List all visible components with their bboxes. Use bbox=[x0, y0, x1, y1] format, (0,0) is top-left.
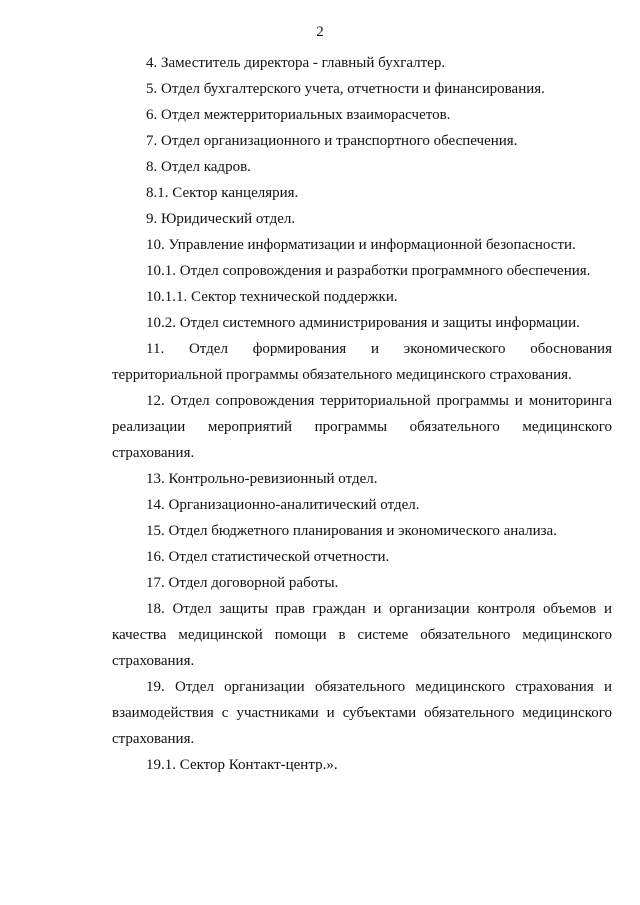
list-item: 8. Отдел кадров. bbox=[146, 159, 251, 175]
list-item: 8.1. Сектор канцелярия. bbox=[146, 185, 299, 201]
page-number: 2 bbox=[316, 24, 324, 40]
list-item: 12. Отдел сопровождения территориальной программы и мониторинга реализации мероприятий программы обязательного медицинского страхования. bbox=[112, 393, 612, 461]
list-item: 17. Отдел договорной работы. bbox=[146, 575, 339, 591]
list-item: 4. Заместитель директора - главный бухгалтер. bbox=[146, 55, 446, 71]
list-item: 19. Отдел организации обязательного медицинского страхования и взаимодействия с участниками и субъектами обязательного медицинского страхования. bbox=[112, 679, 612, 747]
list-item: 10.1.1. Сектор технической поддержки. bbox=[146, 289, 398, 305]
list-item: 19.1. Сектор Контакт-центр.». bbox=[146, 757, 338, 773]
list-item: 9. Юридический отдел. bbox=[146, 211, 296, 227]
list-item: 14. Организационно-аналитический отдел. bbox=[146, 497, 420, 513]
list-item: 10. Управление информатизации и информационной безопасности. bbox=[146, 237, 576, 253]
list-item: 15. Отдел бюджетного планирования и экономического анализа. bbox=[146, 523, 557, 539]
list-item: 6. Отдел межтерриториальных взаиморасчетов. bbox=[146, 107, 451, 123]
list-item: 7. Отдел организационного и транспортного обеспечения. bbox=[146, 133, 518, 149]
list-item: 16. Отдел статистической отчетности. bbox=[146, 549, 390, 565]
document-body bbox=[112, 50, 612, 778]
list-item: 10.2. Отдел системного администрирования и защиты информации. bbox=[146, 315, 580, 331]
list-item: 11. Отдел формирования и экономического обоснования территориальной программы обязательного медицинского страхования. bbox=[112, 341, 612, 383]
list-item: 18. Отдел защиты прав граждан и организации контроля объемов и качества медицинской помощи в системе обязательного медицинского страхования. bbox=[112, 601, 612, 669]
list-item: 13. Контрольно-ревизионный отдел. bbox=[146, 471, 378, 487]
list-item: 5. Отдел бухгалтерского учета, отчетности и финансирования. bbox=[146, 81, 545, 97]
list-item: 10.1. Отдел сопровождения и разработки программного обеспечения. bbox=[146, 263, 591, 279]
